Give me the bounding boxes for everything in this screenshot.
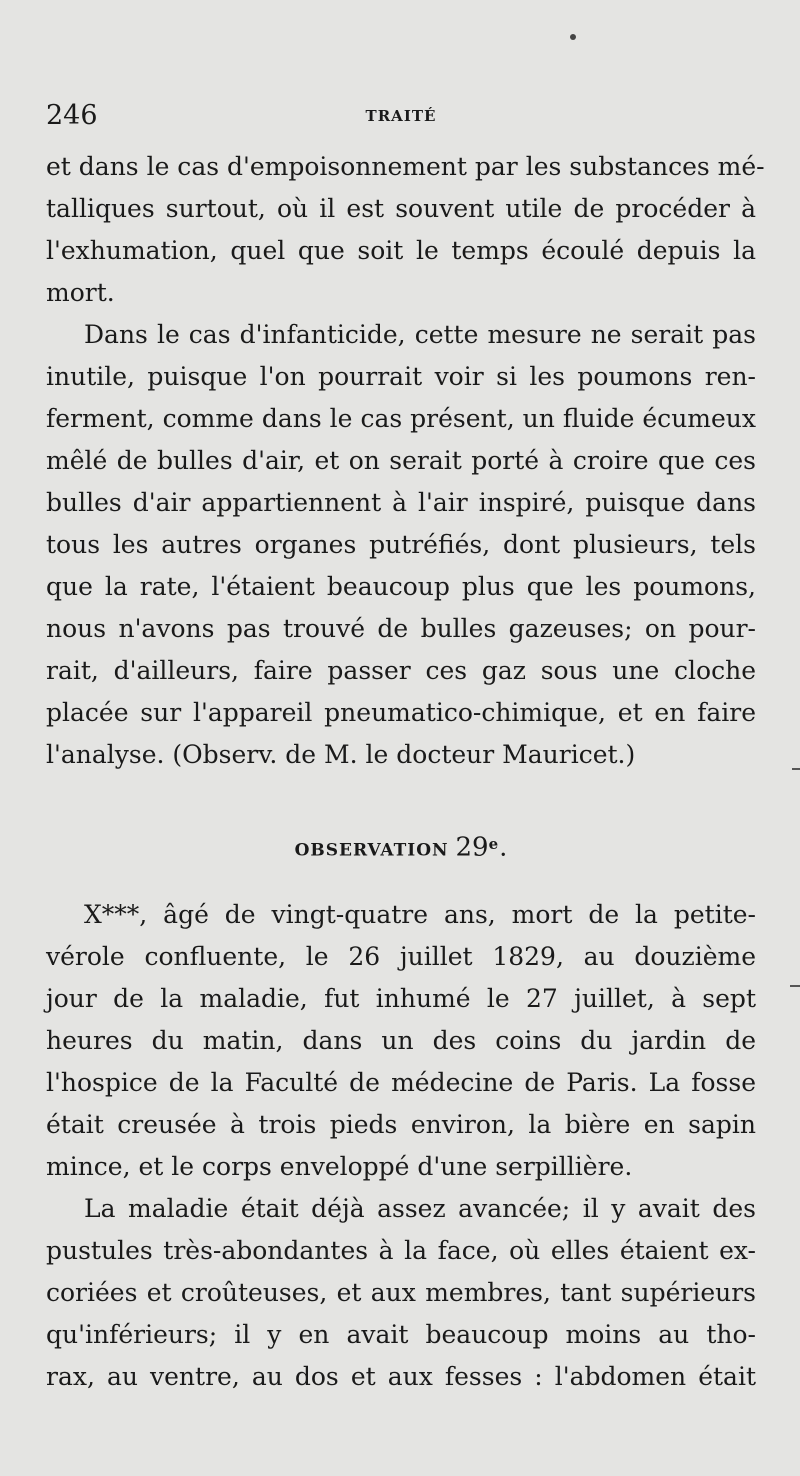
text-line: mêlé de bulles d'air, et on serait porté à croire que ces [46,446,756,475]
text-line: pustules très-abondantes à la face, où elles étaient ex- [46,1236,756,1265]
observation-ordinal-suffix: e [488,835,500,853]
running-title: TRAITÉ [365,107,437,125]
text-line: bulles d'air appartiennent à l'air inspiré, puisque dans [46,488,756,517]
text-block-lower [46,894,756,1398]
text-line: placée sur l'appareil pneumatico-chimique, et en faire [46,698,756,727]
text-line: rax, au ventre, au dos et aux fesses : l'abdomen était [46,1362,756,1391]
margin-mark [792,768,800,770]
text-line: nous n'avons pas trouvé de bulles gazeuses; on pour- [46,614,756,643]
ink-speck [570,34,576,40]
text-line: inutile, puisque l'on pourrait voir si les poumons ren- [46,362,756,391]
text-line: mince, et le corps enveloppé d'une serpillière. [46,1152,633,1181]
text-line: l'exhumation, quel que soit le temps écoulé depuis la [46,236,756,265]
text-line: et dans le cas d'empoisonnement par les substances mé- [46,152,765,181]
text-block-upper [46,146,765,776]
text-line: tous les autres organes putréfiés, dont plusieurs, tels [46,530,756,559]
text-line: était creusée à trois pieds environ, la bière en sapin [46,1110,756,1139]
text-line: coriées et croûteuses, et aux membres, tant supérieurs [46,1278,756,1307]
text-line: X***, âgé de vingt-quatre ans, mort de la petite- [84,900,756,929]
text-line: que la rate, l'étaient beaucoup plus que les poumons, [46,572,756,601]
text-line: qu'inférieurs; il y en avait beaucoup moins au tho- [46,1320,756,1349]
text-line: l'analyse. (Observ. de M. le docteur Mauricet.) [46,740,636,769]
text-line: l'hospice de la Faculté de médecine de Paris. La fosse [46,1068,756,1097]
text-line: talliques surtout, où il est souvent utile de procéder à [46,194,756,223]
text-line: vérole confluente, le 26 juillet 1829, au douzième [46,942,756,971]
page-number: 246 [46,100,98,131]
text-line: ferment, comme dans le cas présent, un fluide écumeux [46,404,756,433]
text-line: rait, d'ailleurs, faire passer ces gaz sous une cloche [46,656,756,685]
observation-heading [46,822,756,873]
observation-period: . [499,832,508,863]
observation-number: 29 [455,832,489,863]
text-line: Dans le cas d'infanticide, cette mesure ne serait pas [84,320,756,349]
text-line: mort. [46,278,115,307]
margin-mark [790,985,800,987]
running-head [46,96,756,136]
text-line: La maladie était déjà assez avancée; il y avait des [84,1194,756,1223]
text-line: jour de la maladie, fut inhumé le 27 juillet, à sept [46,984,756,1013]
observation-label: OBSERVATION [294,840,449,861]
text-line: heures du matin, dans un des coins du jardin de [46,1026,756,1055]
